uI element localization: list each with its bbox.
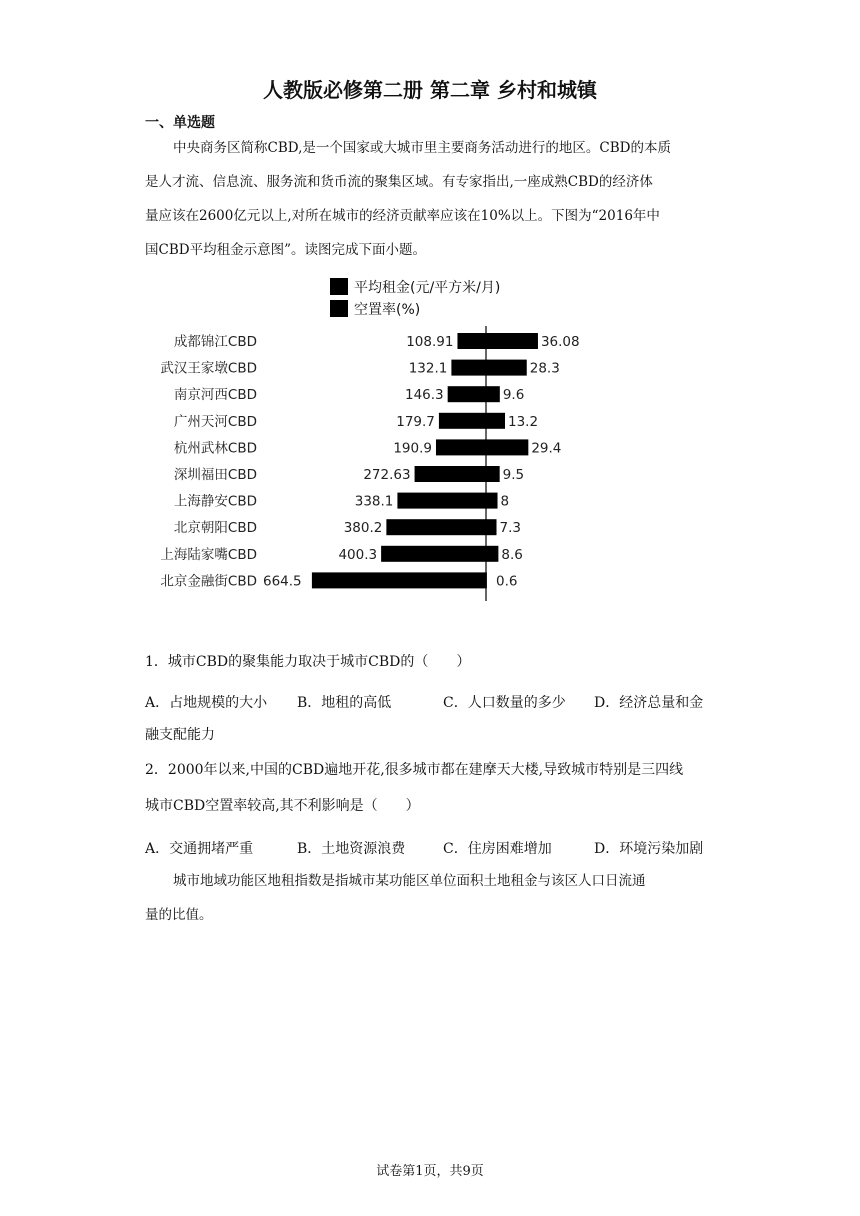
question-2-option-d[interactable]: D．环境污染加剧	[594, 841, 704, 857]
vacancy-value-label: 7.3	[499, 520, 521, 537]
closing-line: 城市地域功能区地租指数是指城市某功能区单位面积土地租金与该区人口日流通	[173, 873, 646, 889]
intro-paragraph	[145, 131, 715, 267]
bar-rent	[457, 333, 486, 349]
category-label: 成都锦江CBD	[173, 334, 257, 350]
bar-rent	[451, 360, 486, 376]
intro-line: 量应该在2600亿元以上,对所在城市的经济贡献率应该在10%以上。下图为“2016年中	[145, 208, 660, 224]
bar-vacancy	[486, 386, 500, 402]
vacancy-value-label: 0.6	[496, 573, 518, 590]
rent-value-label: 338.1	[354, 493, 394, 510]
rent-value-label: 179.7	[396, 413, 435, 430]
vacancy-value-label: 13.2	[508, 413, 539, 430]
bar-vacancy	[486, 413, 505, 429]
category-label: 武汉王家墩CBD	[160, 360, 257, 377]
category-label: 广州天河CBD	[173, 413, 257, 430]
rent-value-label: 400.3	[338, 546, 378, 563]
question-1-option-a[interactable]: A．占地规模的大小	[145, 695, 268, 711]
rent-value-label: 108.91	[406, 334, 454, 350]
bar-rent	[312, 572, 486, 588]
bar-rent	[439, 413, 486, 429]
bar-vacancy	[486, 546, 498, 562]
legend-swatch-vacancy	[330, 300, 348, 317]
rent-value-label: 664.5	[263, 573, 302, 590]
vacancy-value-label: 28.3	[529, 360, 560, 377]
category-label: 深圳福田CBD	[173, 467, 257, 483]
bar-vacancy	[486, 360, 527, 376]
intro-line: 中央商务区简称CBD,是一个国家或大城市里主要商务活动进行的地区。CBD的本质	[173, 140, 671, 156]
page-footer: 试卷第1页，共9页	[376, 1164, 484, 1179]
question-2-option-b[interactable]: B．土地资源浪费	[297, 841, 406, 857]
chart-legend	[330, 278, 500, 318]
vacancy-value-label: 8	[500, 493, 510, 510]
question-2-stem-line: 城市CBD空置率较高,其不利影响是（ ）	[145, 798, 420, 814]
question-2-stem-line: 2．2000年以来,中国的CBD遍地开花,很多城市都在建摩天大楼,导致城市特别是三四线	[145, 762, 684, 778]
rent-value-label: 380.2	[343, 520, 383, 537]
closing-paragraph	[145, 864, 715, 932]
section-heading: 一、单选题	[145, 115, 215, 131]
closing-line: 量的比值。	[145, 907, 213, 923]
bar-rent	[381, 546, 486, 562]
rent-value-label: 272.63	[363, 467, 411, 483]
category-label: 杭州武林CBD	[173, 440, 257, 457]
vacancy-value-label: 36.08	[540, 334, 580, 350]
vacancy-value-label: 9.6	[502, 387, 525, 404]
bar-vacancy	[486, 439, 528, 455]
question-1-option-d[interactable]: D．经济总量和金	[594, 695, 704, 711]
bar-vacancy	[486, 572, 487, 588]
bar-rent	[397, 493, 486, 509]
question-2-option-a[interactable]: A．交通拥堵严重	[145, 841, 254, 857]
bar-vacancy	[486, 519, 497, 535]
category-label: 上海静安CBD	[173, 493, 257, 510]
rent-value-label: 132.1	[408, 360, 448, 377]
question-1-option-b[interactable]: B．地租的高低	[297, 695, 392, 711]
bar-rent	[386, 519, 486, 535]
bar-vacancy	[486, 466, 500, 482]
vacancy-value-label: 29.4	[531, 440, 562, 457]
vacancy-value-label: 9.5	[502, 467, 525, 483]
page-title: 人教版必修第二册 第二章 乡村和城镇	[263, 78, 597, 102]
rent-value-label: 146.3	[405, 387, 444, 404]
question-1-stem: 1．城市CBD的聚集能力取决于城市CBD的（ ）	[145, 654, 471, 670]
category-label: 上海陆家嘴CBD	[160, 546, 257, 563]
category-label: 北京金融街CBD	[160, 573, 257, 590]
intro-line: 是人才流、信息流、服务流和货币流的聚集区域。有专家指出,一座成熟CBD的经济体	[145, 174, 653, 190]
category-label: 北京朝阳CBD	[173, 520, 257, 537]
intro-line: 国CBD平均租金示意图”。读图完成下面小题。	[145, 242, 426, 258]
cbd-rent-chart	[140, 268, 600, 608]
vacancy-value-label: 8.6	[501, 546, 523, 563]
bar-vacancy	[486, 493, 498, 509]
bar-vacancy	[486, 333, 538, 349]
legend-label-rent: 平均租金(元/平方米/月)	[354, 280, 501, 296]
rent-value-label: 190.9	[393, 440, 432, 457]
question-1-option-d-continued: 融支配能力	[145, 727, 215, 743]
question-1-option-c[interactable]: C．人口数量的多少	[443, 695, 566, 711]
bar-rent	[448, 386, 486, 402]
legend-swatch-rent	[330, 278, 348, 295]
category-label: 南京河西CBD	[173, 387, 257, 404]
bar-rent	[436, 439, 486, 455]
question-2-option-c[interactable]: C．住房困难增加	[443, 841, 552, 857]
bar-rent	[415, 466, 486, 482]
legend-label-vacancy: 空置率(%)	[354, 302, 421, 318]
